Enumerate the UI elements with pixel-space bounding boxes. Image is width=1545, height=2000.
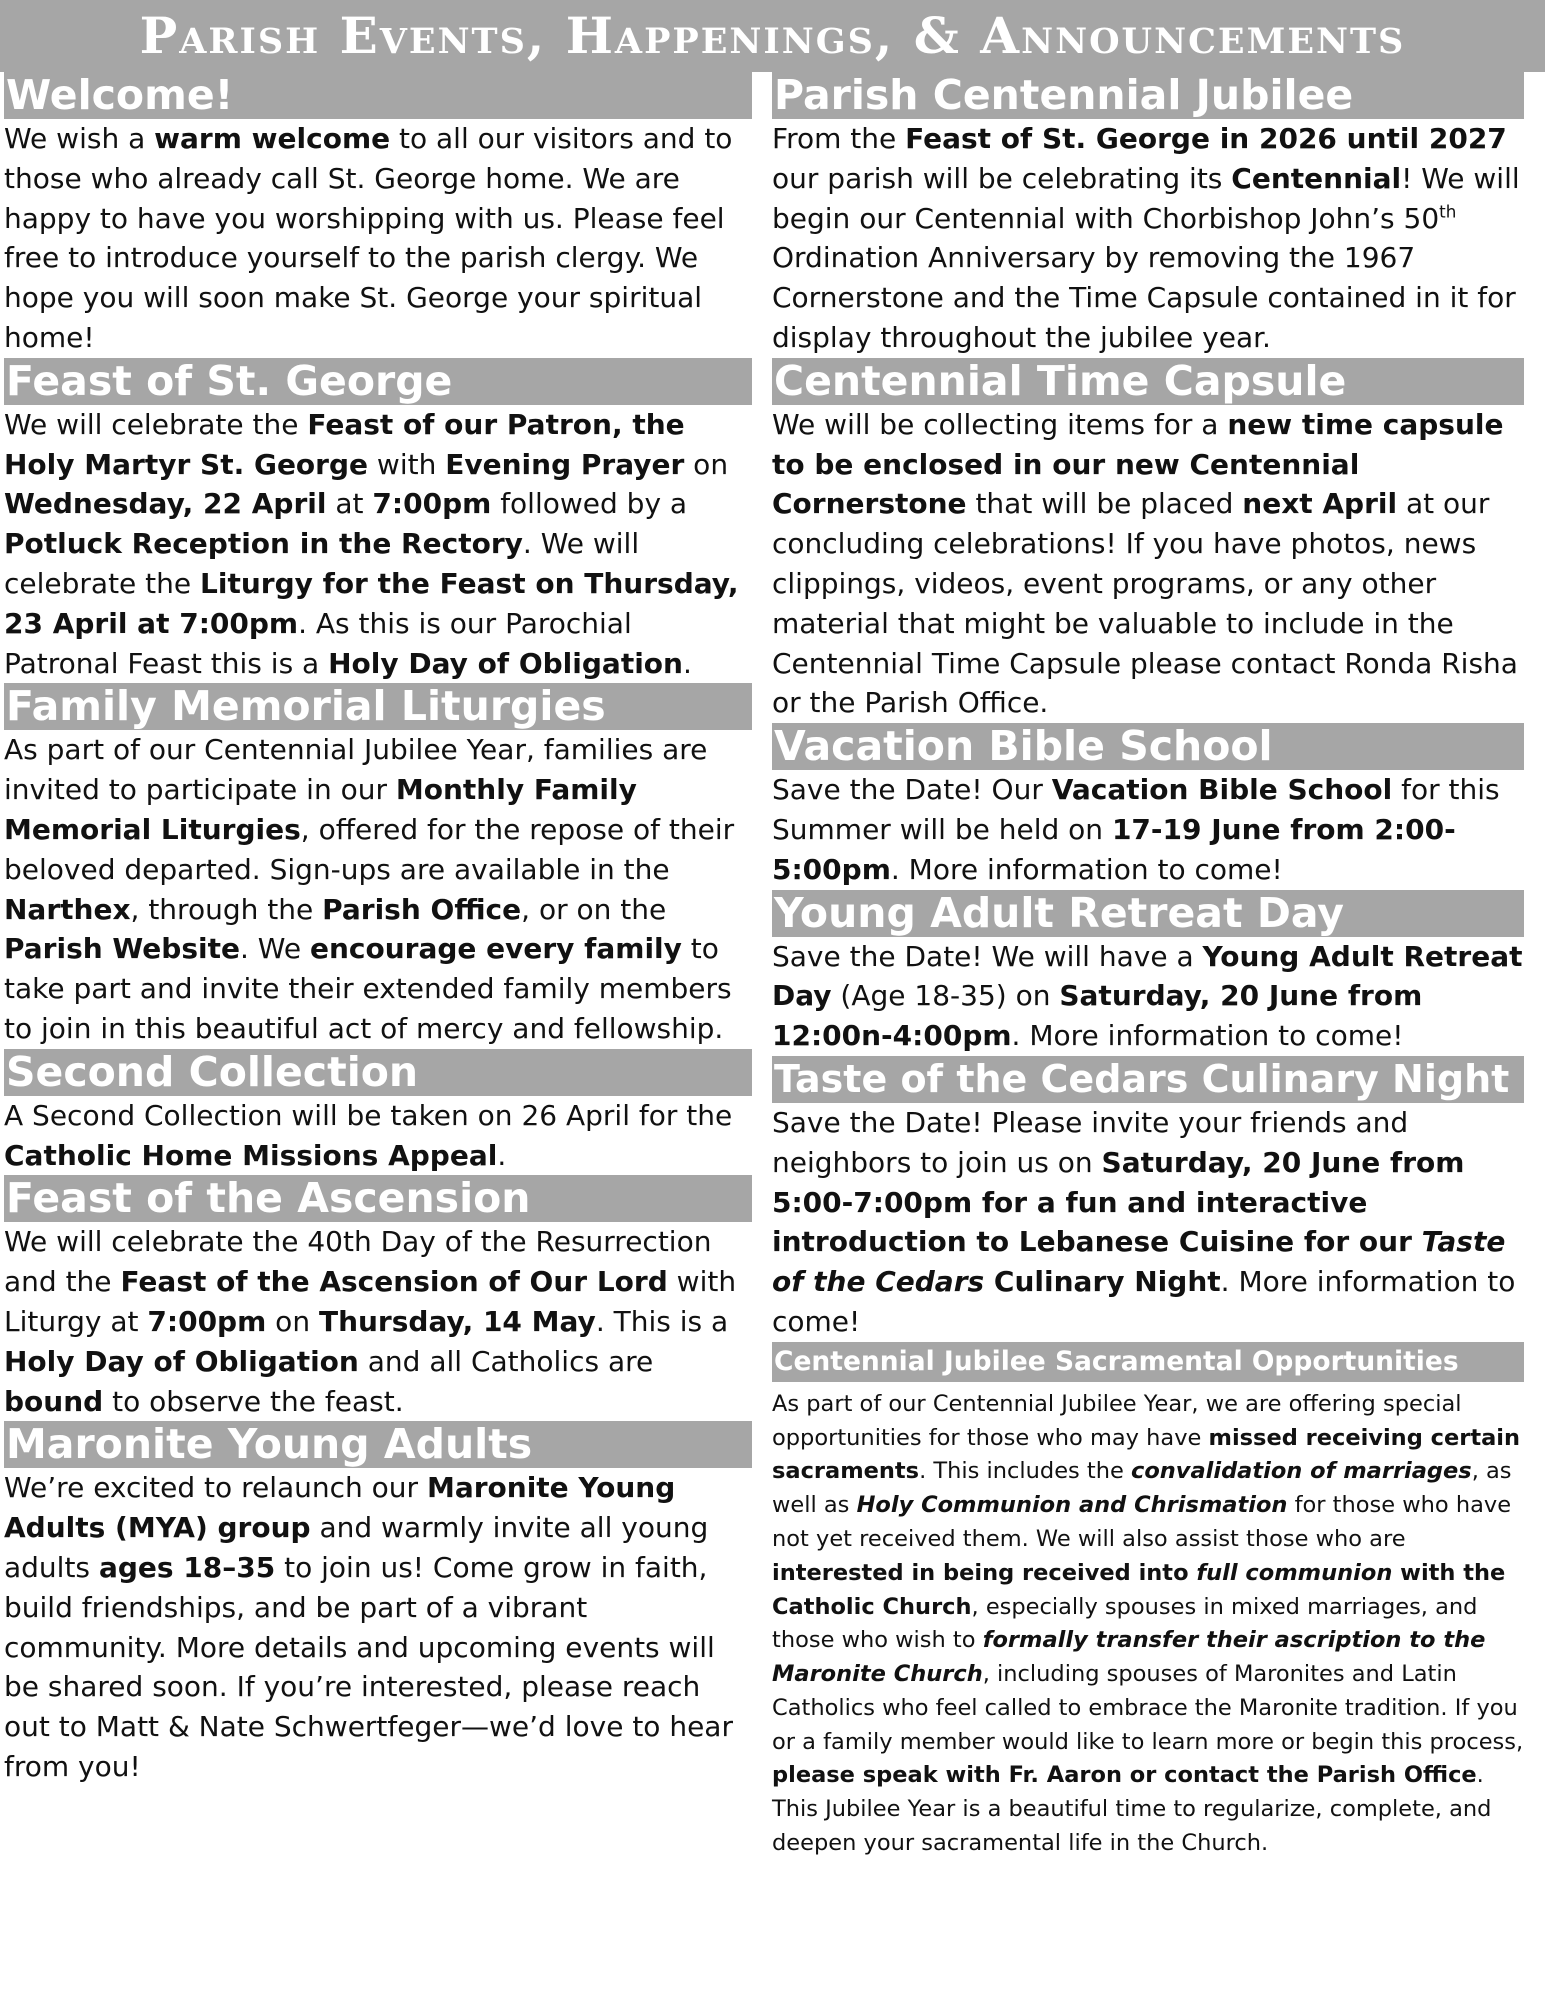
section-heading: Maronite Young Adults <box>4 1421 752 1468</box>
section-heading: Parish Centennial Jubilee <box>772 72 1524 119</box>
section-heading: Young Adult Retreat Day <box>772 890 1524 937</box>
section-centennial-time-capsule <box>772 358 1524 723</box>
section-body: Save the Date! We will have a Young Adult Retreat Day (Age 18-35) on Saturday, 20 June from 12:00n-4:00pm. More information to come! <box>772 939 1523 1053</box>
section-heading: Vacation Bible School <box>772 723 1524 770</box>
section-heading: Taste of the Cedars Culinary Night <box>772 1056 1524 1103</box>
section-body: We wish a warm welcome to all our visitors and to those who already call St. George home. We are happy to have you worshipping with us. Please feel free to introduce yourself to the parish clergy. We hope you will soon make St. George your spiritual home! <box>4 122 733 354</box>
section-body: Save the Date! Please invite your friends and neighbors to join us on Saturday, 20 June from 5:00-7:00pm for a fun and interactive introduction to Lebanese Cuisine for our Taste of the Cedars Culinary Night. More information to come! <box>772 1105 1516 1338</box>
section-heading: Family Memorial Liturgies <box>4 683 752 730</box>
section-heading: Centennial Jubilee Sacramental Opportunities <box>772 1342 1524 1382</box>
section-body: A Second Collection will be taken on 26 April for the Catholic Home Missions Appeal. <box>4 1098 733 1172</box>
section-young-adult-retreat-day <box>772 890 1524 1056</box>
right-column <box>772 72 1524 1861</box>
section-vacation-bible-school <box>772 723 1524 889</box>
section-welcome <box>4 72 752 358</box>
section-feast-of-ascension <box>4 1175 752 1421</box>
section-body: We’re excited to relaunch our Maronite Young Adults (MYA) group and warmly invite all young adults ages 18–35 to join us! Come grow in faith, build friendships, and be part of a vibrant community. More details and upcoming events will be shared soon. If you’re interested, please reach out to Matt & Nate Schwertfeger—we’d love to hear from you! <box>4 1471 733 1783</box>
section-sacramental-opportunities <box>772 1342 1524 1861</box>
section-body: As part of our Centennial Jubilee Year, families are invited to participate in our Monthly Family Memorial Liturgies, offered for the repose of their beloved departed. Sign-ups are available in the Narthex, through the Parish Office, or on the Parish Website. We encourage every family to take part and invite their extended family members to join in this beautiful act of mercy and fellowship. <box>4 733 735 1045</box>
section-second-collection <box>4 1049 752 1176</box>
section-body: We will celebrate the Feast of our Patron, the Holy Martyr St. George with Evening Prayer on Wednesday, 22 April at 7:00pm followed by a Potluck Reception in the Rectory. We will celebrate the Liturgy for the Feast on Thursday, 23 April at 7:00pm. As this is our Parochial Patronal Feast this is a Holy Day of Obligation. <box>4 407 739 680</box>
section-heading: Second Collection <box>4 1049 752 1096</box>
section-body: We will be collecting items for a new time capsule to be enclosed in our new Centennial Cornerstone that will be placed next April at our concluding celebrations! If you have photos, news clippings, videos, event programs, or any other material that might be valuable to include in the Centennial Time Capsule please contact Ronda Risha or the Parish Office. <box>772 407 1518 720</box>
section-heading: Welcome! <box>4 72 752 119</box>
section-maronite-young-adults <box>4 1421 752 1786</box>
page-banner: Parish Events, Happenings, & Announcements <box>0 0 1545 72</box>
section-taste-of-the-cedars <box>772 1056 1524 1342</box>
section-heading: Feast of St. George <box>4 358 752 405</box>
section-body: We will celebrate the 40th Day of the Resurrection and the Feast of the Ascension of Our Lord with Liturgy at 7:00pm on Thursday, 14 May. This is a Holy Day of Obligation and all Catholics are bound to observe the feast. <box>4 1225 737 1418</box>
section-heading: Feast of the Ascension <box>4 1175 752 1222</box>
section-heading: Centennial Time Capsule <box>772 358 1524 405</box>
left-column <box>4 72 752 1787</box>
section-feast-st-george <box>4 358 752 684</box>
section-family-memorial-liturgies <box>4 683 752 1048</box>
section-body: Save the Date! Our Vacation Bible School for this Summer will be held on 17-19 June from 2:00-5:00pm. More information to come! <box>772 773 1500 886</box>
section-body: From the Feast of St. George in 2026 until 2027 our parish will be celebrating its Centennial! We will begin our Centennial with Chorbishop John’s 50th Ordination Anniversary by removing the 1967 Cornerstone and the Time Capsule contained in it for display throughout the jubilee year. <box>772 122 1520 354</box>
section-parish-centennial-jubilee <box>772 72 1524 358</box>
section-body: As part of our Centennial Jubilee Year, we are offering special opportunities for those who may have missed receiving certain sacraments. This includes the convalidation of marriages, as well as Holy Communion and Chrismation for those who have not yet received them. We will also assist those who are interested in being received into full communion with the Catholic Church, especially spouses in mixed marriages, and those who wish to formally transfer their ascription to the Maronite Church, including spouses of Maronites and Latin Catholics who feel called to embrace the Maronite tradition. If you or a family member would like to learn more or begin this process, please speak with Fr. Aaron or contact the Parish Office. This Jubilee Year is a beautiful time to regularize, complete, and deepen your sacramental life in the Church. <box>772 1390 1524 1857</box>
